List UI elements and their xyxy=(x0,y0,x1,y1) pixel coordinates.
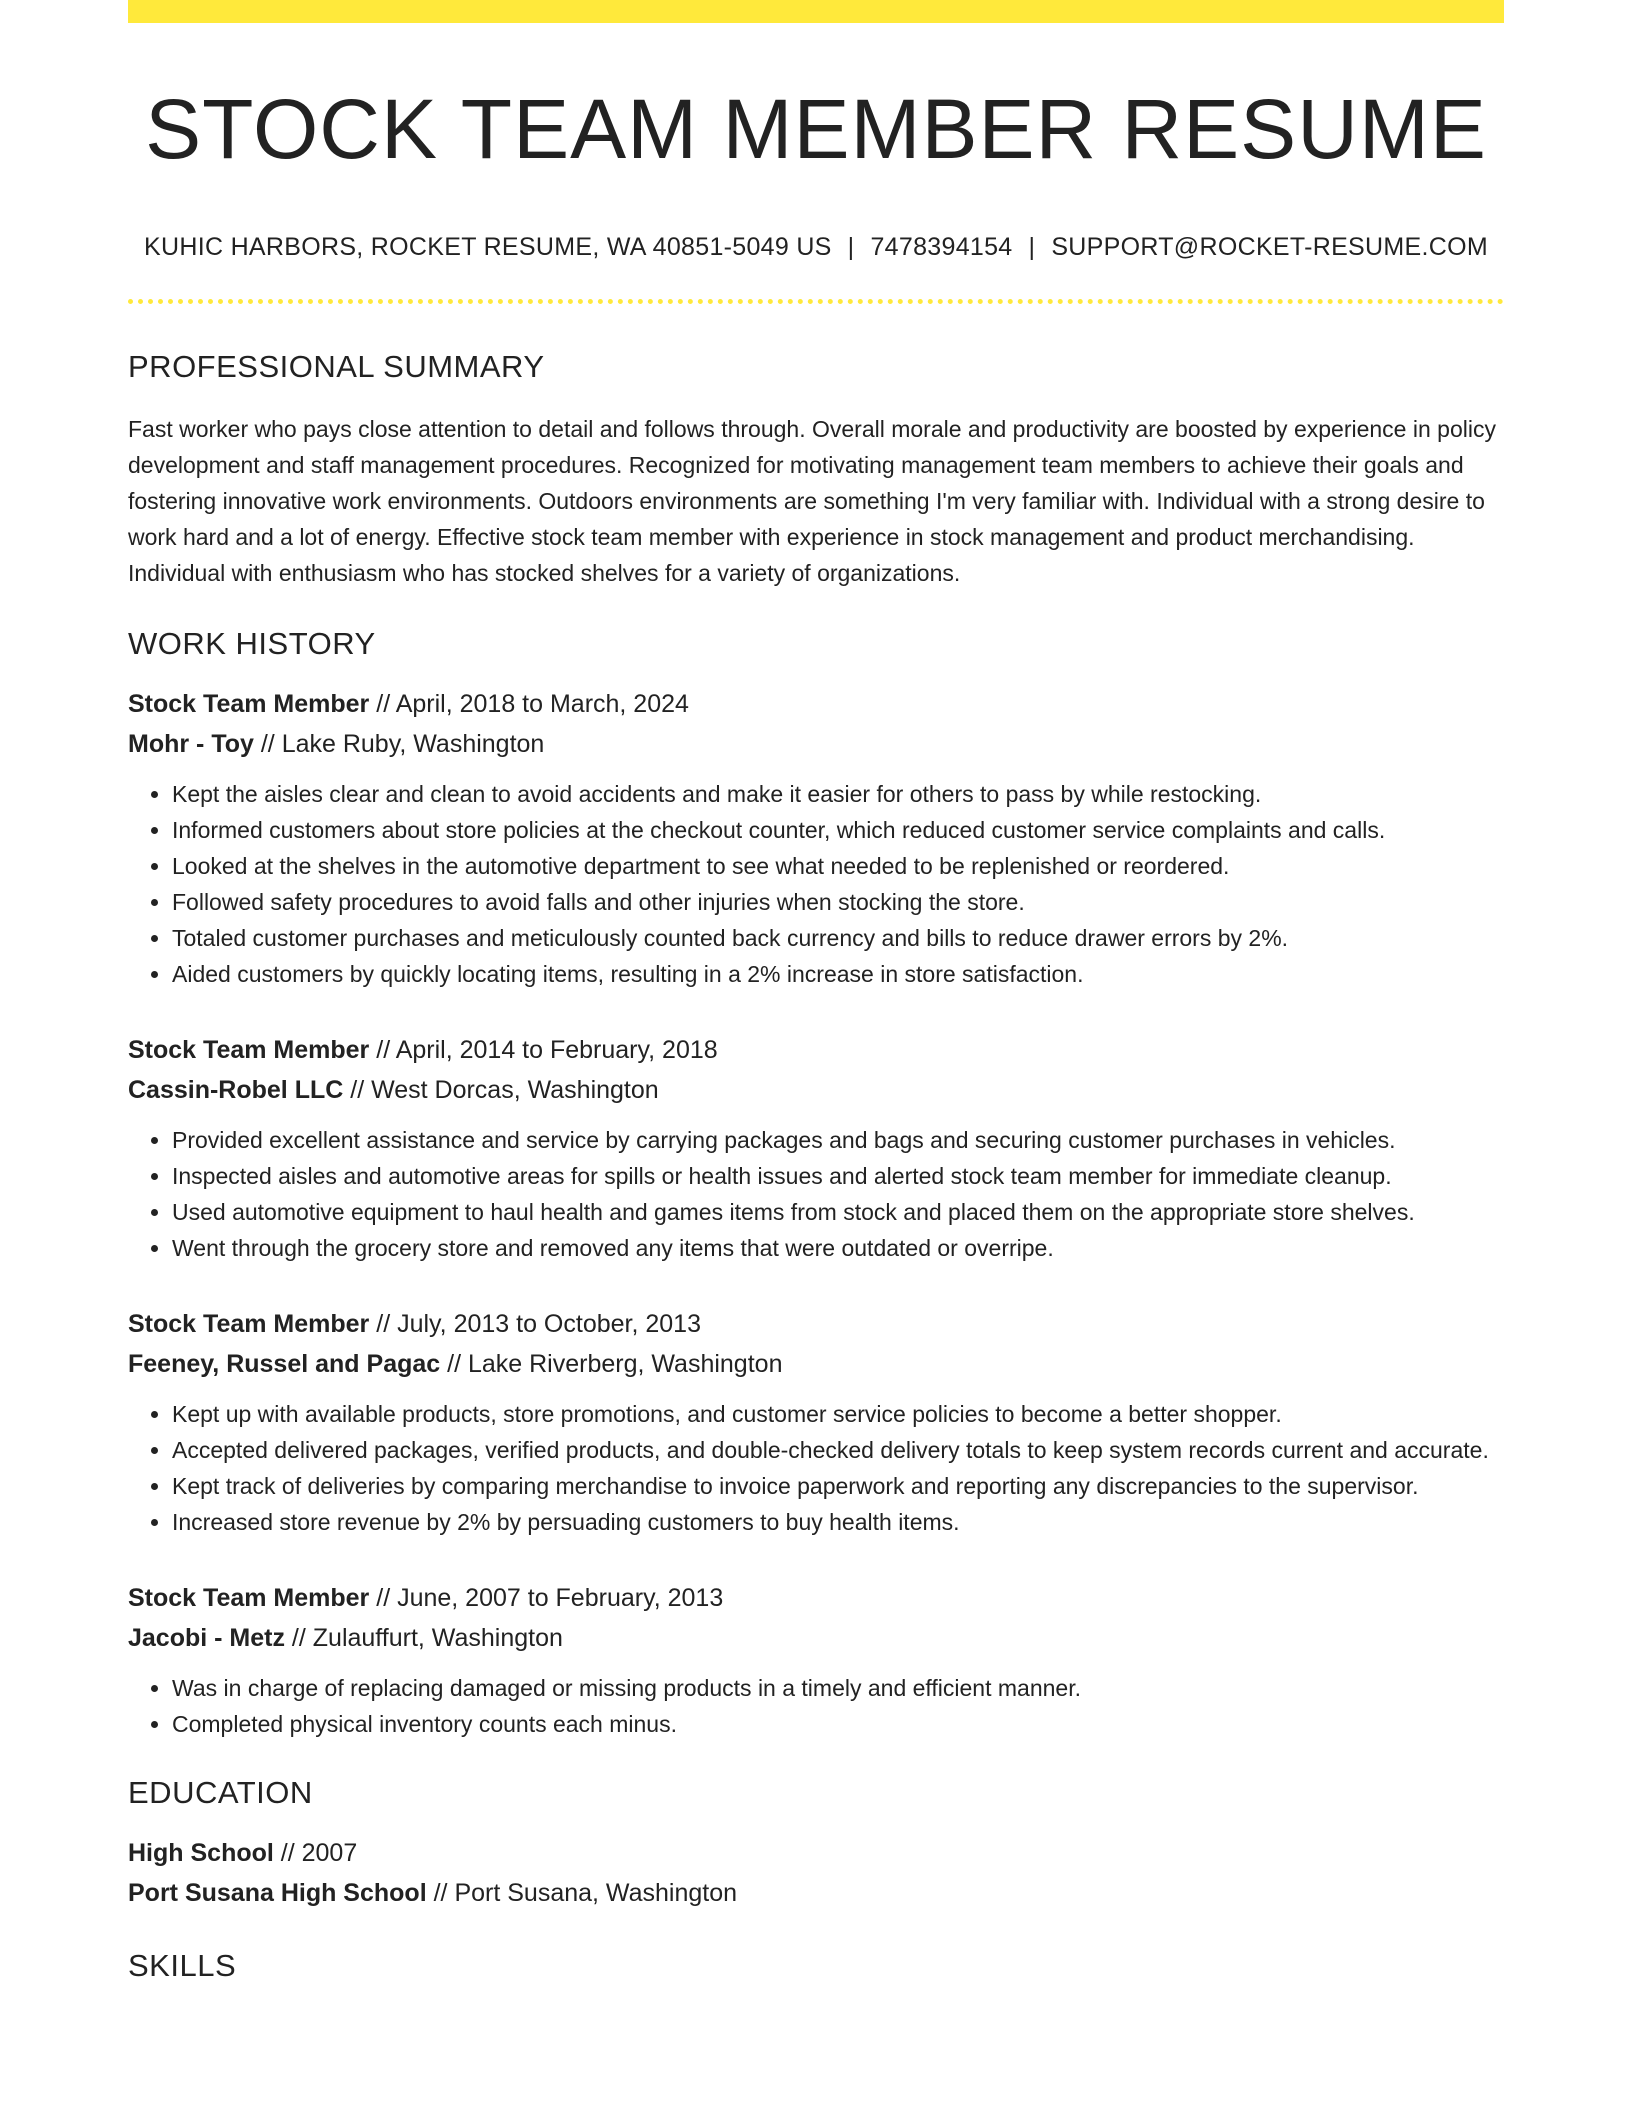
education-heading: EDUCATION xyxy=(128,1775,313,1811)
education-school-line xyxy=(128,1873,1504,1913)
duty-item: • Totaled customer purchases and meticulously counted back currency and bills to reduce drawer errors by 2%. xyxy=(172,920,1504,956)
duty-item: • Kept up with available products, store promotions, and customer service policies to become a better shopper. xyxy=(172,1396,1504,1432)
contact-phone: 7478394154 xyxy=(870,232,1013,261)
top-accent-bar xyxy=(128,0,1504,23)
job-title: Stock Team Member xyxy=(128,1584,370,1613)
work-history-heading: WORK HISTORY xyxy=(128,625,376,661)
duty-item: • Inspected aisles and automotive areas for spills or health issues and alerted stock team member for immediate cleanup. xyxy=(172,1158,1504,1194)
job-title: Stock Team Member xyxy=(128,1310,370,1339)
job-title: Stock Team Member xyxy=(128,1036,370,1065)
education-school: Port Susana High School xyxy=(128,1879,427,1908)
job-location: // Lake Ruby, Washington xyxy=(253,730,545,759)
resume-page xyxy=(128,0,1504,1984)
duty-item: • Completed physical inventory counts each minus. xyxy=(172,1706,1504,1742)
job-company-line xyxy=(128,1344,1504,1384)
job-company: Feeney, Russel and Pagac xyxy=(128,1350,441,1379)
education-year: // 2007 xyxy=(273,1839,358,1868)
job-company: Cassin-Robel LLC xyxy=(128,1076,344,1105)
job-entry xyxy=(128,1030,1504,1266)
summary-heading: PROFESSIONAL SUMMARY xyxy=(128,348,545,384)
summary-text: Fast worker who pays close attention to detail and follows through. Overall morale and productivity are boosted by experience in policy development and staff management procedures. Recognized for motivating management team members to achieve their goals and fostering innovative work environments. Outdoors environments are something I'm very familiar with. Individual with a strong desire to work hard and a lot of energy. Effective stock team member with experience in stock management and product merchandising. Individual with enthusiasm who has stocked shelves for a variety of organizations. xyxy=(128,415,1496,586)
job-title-line xyxy=(128,1304,1504,1344)
education-degree-line xyxy=(128,1833,1504,1873)
duty-item: • Accepted delivered packages, verified products, and double-checked delivery totals to keep system records current and accurate. xyxy=(172,1432,1504,1468)
job-dates: // April, 2018 to March, 2024 xyxy=(369,690,689,719)
job-entry xyxy=(128,684,1504,992)
job-location: // Zulauffurt, Washington xyxy=(284,1624,563,1653)
contact-line xyxy=(128,232,1504,262)
duty-item: • Kept track of deliveries by comparing merchandise to invoice paperwork and reporting any discrepancies to the supervisor. xyxy=(172,1468,1504,1504)
job-title-line xyxy=(128,1030,1504,1070)
dotted-divider xyxy=(128,299,1504,304)
education-degree: High School xyxy=(128,1839,274,1868)
job-entry xyxy=(128,1578,1504,1742)
job-entry xyxy=(128,1304,1504,1540)
skills-heading: SKILLS xyxy=(128,1948,237,1984)
duty-item: • Provided excellent assistance and service by carrying packages and bags and securing customer purchases in vehicles. xyxy=(172,1122,1504,1158)
job-duties-list xyxy=(128,1670,1504,1742)
duty-item: • Used automotive equipment to haul health and games items from stock and placed them on the appropriate store shelves. xyxy=(172,1194,1504,1230)
contact-separator: | xyxy=(1028,232,1036,261)
duty-item: • Went through the grocery store and removed any items that were outdated or overripe. xyxy=(172,1230,1504,1266)
job-duties-list xyxy=(128,1122,1504,1266)
contact-email: SUPPORT@ROCKET-RESUME.COM xyxy=(1051,232,1488,261)
job-title: Stock Team Member xyxy=(128,690,370,719)
duty-item: • Looked at the shelves in the automotive department to see what needed to be replenished or reordered. xyxy=(172,848,1504,884)
duty-item: • Aided customers by quickly locating items, resulting in a 2% increase in store satisfaction. xyxy=(172,956,1504,992)
contact-address: KUHIC HARBORS, ROCKET RESUME, WA 40851-5049 US xyxy=(144,232,832,261)
duty-item: • Was in charge of replacing damaged or missing products in a timely and efficient manner. xyxy=(172,1670,1504,1706)
job-dates: // July, 2013 to October, 2013 xyxy=(369,1310,701,1339)
resume-title: STOCK TEAM MEMBER RESUME xyxy=(145,82,1487,176)
education-entry xyxy=(128,1833,1504,1913)
duty-item: • Kept the aisles clear and clean to avoid accidents and make it easier for others to pass by while restocking. xyxy=(172,776,1504,812)
job-dates: // April, 2014 to February, 2018 xyxy=(369,1036,718,1065)
job-title-line xyxy=(128,684,1504,724)
duty-item: • Followed safety procedures to avoid falls and other injuries when stocking the store. xyxy=(172,884,1504,920)
duty-item: • Informed customers about store policies at the checkout counter, which reduced customer service complaints and calls. xyxy=(172,812,1504,848)
education-location: // Port Susana, Washington xyxy=(426,1879,738,1908)
job-company: Jacobi - Metz xyxy=(128,1624,285,1653)
job-duties-list xyxy=(128,1396,1504,1540)
job-company-line xyxy=(128,724,1504,764)
job-location: // Lake Riverberg, Washington xyxy=(440,1350,783,1379)
job-location: // West Dorcas, Washington xyxy=(343,1076,659,1105)
duty-item: • Increased store revenue by 2% by persuading customers to buy health items. xyxy=(172,1504,1504,1540)
job-company: Mohr - Toy xyxy=(128,730,254,759)
job-company-line xyxy=(128,1618,1504,1658)
job-company-line xyxy=(128,1070,1504,1110)
contact-separator: | xyxy=(847,232,855,261)
job-dates: // June, 2007 to February, 2013 xyxy=(369,1584,724,1613)
job-title-line xyxy=(128,1578,1504,1618)
job-duties-list xyxy=(128,776,1504,992)
